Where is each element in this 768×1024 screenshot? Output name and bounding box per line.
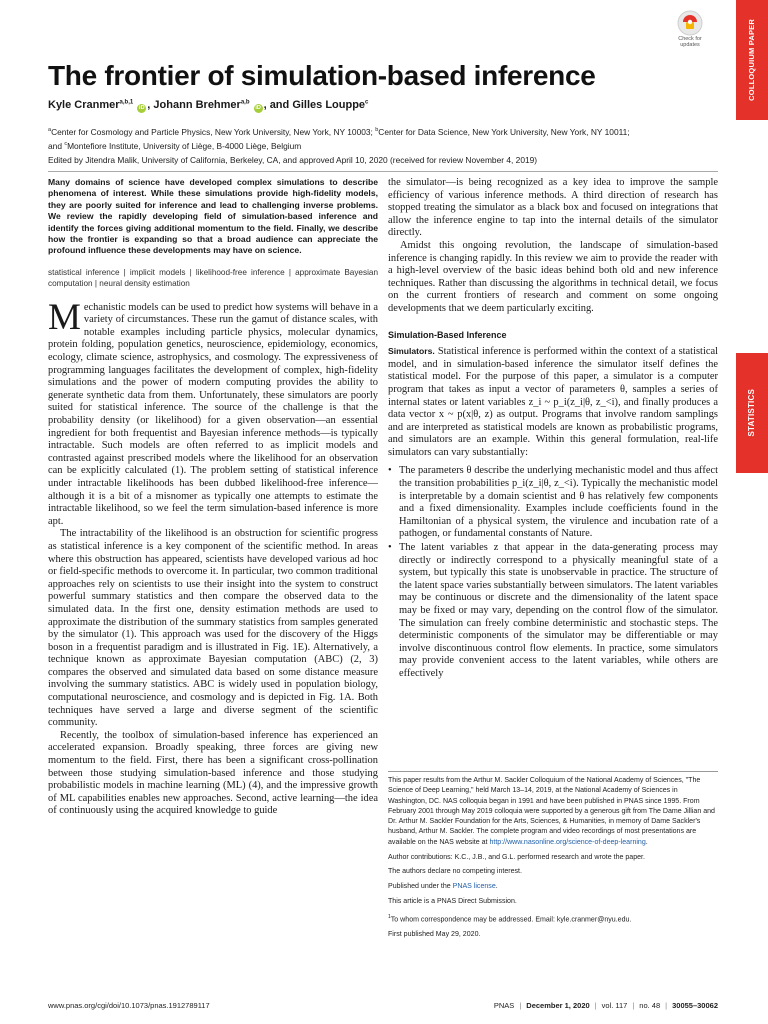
author-separator: , and <box>263 99 293 111</box>
run-in-heading: Simulators. <box>388 346 435 357</box>
body-paragraph: Recently, the toolbox of simulation-based inference has experienced an accelerated expansion. Broadly speaking, three forces are giving new momentum to the field. First, there has been a significant cross-pollination between those studying simulation-based inference and those studying probabilistic models in machine learning (ML) (4), and the impressive growth of ML capabilities enables new approaches. Second, active learning—the idea of continuously using the acquired knowledge to guide <box>48 729 378 817</box>
drop-cap: M <box>48 296 81 338</box>
colloquium-paper-label: COLLOQUIUM PAPER <box>746 19 756 101</box>
left-column <box>48 177 378 818</box>
affiliations: $^a$Center for Cosmology and Particle Physics, New York University, New York, NY 10003; $^b$Center for Data Science, New York University, New York, NY 10011; and $^c$Montefiore Institute, University of Liège, B-4000 Liège, Belgium <box>48 126 630 151</box>
orcid-icon[interactable]: iD <box>255 105 261 111</box>
list-item: • The latent variables z that appear in the data-generating process may directly or indirectly correspond to a physically meaningful state of a system, but typically this state is unobservable in practice. The structure of the latent space varies substantially between simulators. The latent variables may be continuous or discrete and the dimensionality of the latent space may be fixed or may vary, depending on the control flow of the simulator. The simulation can freely combine deterministic and stochastic steps. The deterministic components of the simulator may be differentiable or may involve discontinuous control flow elements. In practice, some simulators may provide convenient access to the latent variables, while others are effectively <box>388 542 718 681</box>
body-paragraph: Amidst this ongoing revolution, the landscape of simulation-based inference is changing rapidly. In this review we aim to provide the reader with a high-level overview of the basic ideas behind both old and new inference techniques. Rather than discussing the algorithms in technical detail, we focus on the current frontiers of research and comment on some ongoing developments that we deem particularly exciting. <box>388 239 718 314</box>
keywords: statistical inference | implicit models | likelihood-free inference | approximate Bayesian computation | neural density estimation <box>48 267 378 289</box>
author-affiliation-marks: a,b,1 <box>119 99 134 106</box>
author-contributions: Author contributions: K.C., J.B., and G.L. performed research and wrote the paper. <box>388 853 645 861</box>
nas-colloquium-link[interactable]: http://www.nasonline.org/science-of-deep-learning <box>489 838 646 846</box>
author-separator: , <box>147 99 154 111</box>
body-paragraph: the simulator—is being recognized as a key idea to improve the sample efficiency of various inference methods. A third direction of research has stopped treating the simulator as a black box and focused on integrations that allow the inference engine to tap into the internal details of the simulator directly. <box>388 177 718 239</box>
check-for-updates-badge[interactable] <box>670 10 710 54</box>
author-affiliation-marks: c <box>365 99 369 106</box>
pnas-license-link[interactable]: PNAS license <box>452 883 496 891</box>
check-for-updates-label: Check for updates <box>678 36 702 48</box>
body-paragraph: Mechanistic models can be used to predict how systems will behave in a variety of circumstances. These run the gamut of distance scales, with notable examples including particle physics, molecular dynamics, protein folding, population genetics, neuroscience, epidemiology, economics, ecology, climate science, astrophysics, and cosmology. The expressiveness of programming languages facilitates the development of complex, high-fidelity simulations and the power of modern computing provides the ability to generate synthetic data from them. Unfortunately, these simulators are poorly suited for statistical inference. The source of the challenge is that the probability density (or likelihood) for a given observation—an essential ingredient for both frequentist and Bayesian inference methods—is typically intractable. Such models are often referred to as implicit models and contrasted against prescribed models where the likelihood for an observation can be explicitly calculated (1). The problem setting of statistical inference under intractable likelihoods has been dubbed likelihood-free inference—although it is a bit of a misnomer as typically one attempts to estimate the intractable likelihood, so we feel the term simulation-based inference is more apt. <box>48 296 378 527</box>
citation-info: PNAS | December 1, 2020 | vol. 117 | no. 48 | 30055–30062 <box>493 1001 718 1010</box>
footnotes <box>388 771 718 945</box>
body-paragraph: The intractability of the likelihood is an obstruction for scientific progress as statistical inference is a key component of the scientific method. In areas where this obstruction has appeared, scientists have developed various ad hoc or field-specific methods to overcome it. In particular, two common traditional approaches rely on scientists to use their insight into the system to construct powerful summary statistics and then compare the observed data to the simulated data. In the first one, density estimation methods are used to approximate the distribution of the summary statistics from samples generated by the simulator (1). This approach was used for the discovery of the Higgs boson in a frequentist paradigm and is illustrated in Fig. 1E). Alternatively, a technique known as approximate Bayesian computation (ABC) (2, 3) compares the observed and simulated data based on some distance measure involving the summary statistics. ABC is widely used in population biology, computational neuroscience, and cosmology and is depicted in Fig. 1A. Both techniques have served a large and diverse segment of the scientific community. <box>48 528 378 729</box>
affiliation-a: Center for Cosmology and Particle Physics, New York University, New York, NY 10003; <box>51 126 376 137</box>
author-name[interactable]: Kyle Cranmer <box>48 99 120 111</box>
affiliation-b: Center for Data Science, New York University, New York, NY 10011; <box>378 126 630 137</box>
author-list <box>48 99 368 113</box>
article-title: The frontier of simulation-based inference <box>48 60 596 91</box>
right-column <box>388 177 718 682</box>
abstract: Many domains of science have developed complex simulations to describe phenomena of interest. While these simulations provide high-fidelity models, they are poorly suited for inference and lead to challenging inverse problems. We review the rapidly developing field of simulation-based inference and identify the forces giving additional momentum to the field. Finally, we describe how the frontier is expanding so that a broad audience can appreciate the profound influence these developments may have on science. <box>48 177 378 256</box>
statistics-section-tab <box>736 353 768 473</box>
page-range: 30055–30062 <box>672 1001 718 1010</box>
colloquium-paper-tab <box>736 0 768 120</box>
license-note: Published under the PNAS license. <box>388 883 498 891</box>
affiliation-c: Montefiore Institute, University of Liège, B-4000 Liège, Belgium <box>67 140 302 151</box>
edited-by-line: Edited by Jitendra Malik, University of California, Berkeley, CA, and approved April 10, 2020 (received for review November 4, 2019) <box>48 155 538 165</box>
list-item: • The parameters θ describe the underlying mechanistic model and thus affect the transition probabilities p_i(z_i|θ, z_<i). Typically the mechanistic model is interpretable by a domain scientist and θ has relatively few components and a fixed dimensionality. Examples include coefficients found in the Hamiltonian of a physical system, the virulence and incubation rate of a pathogen, or fundamental constants of Nature. <box>388 465 718 541</box>
volume: vol. 117 <box>601 1001 628 1010</box>
colloquium-note: This paper results from the Arthur M. Sackler Colloquium of the National Academy of Sciences, "The Science of Deep Learning," held March 13–14, 2019, at the National Academy of Sciences in Washington, DC. NAS colloquia began in 1991 and have been published in PNAS since 1995. From February 2001 through May 2019 colloquia were supported by a generous gift from The Dame Jillian and Dr. Arthur M. Sackler Foundation for the Arts, Sciences, & Humanities, in memory of Dame Sackler's husband, Arthur M. Sackler. The complete program and video recordings of most presentations are available on the NAS website at http://www.nasonline.org/science-of-deep-learning. <box>388 777 715 846</box>
statistics-label: STATISTICS <box>747 389 757 437</box>
competing-interest: The authors declare no competing interest. <box>388 868 522 876</box>
direct-submission-note: This article is a PNAS Direct Submission. <box>388 897 517 905</box>
crossmark-icon <box>677 10 703 36</box>
first-published-note: First published May 29, 2020. <box>388 930 481 938</box>
orcid-icon[interactable]: iD <box>139 105 145 111</box>
header-divider <box>48 171 718 172</box>
section-heading: Simulation-Based Inference <box>388 329 507 340</box>
doi-link[interactable]: www.pnas.org/cgi/doi/10.1073/pnas.1912789117 <box>48 1001 210 1010</box>
journal-name: PNAS <box>493 1001 515 1010</box>
issue-date: December 1, 2020 <box>526 1001 590 1010</box>
issue-number: no. 48 <box>639 1001 661 1010</box>
bullet-list <box>388 465 718 680</box>
author-name[interactable]: Johann Brehmer <box>153 99 241 111</box>
correspondence-note: $^1$To whom correspondence may be addressed. Email: kyle.cranmer@nyu.edu. <box>388 913 632 924</box>
author-name[interactable]: Gilles Louppe <box>292 99 366 111</box>
author-affiliation-marks: a,b <box>240 99 250 106</box>
body-paragraph: Simulators. Statistical inference is performed within the context of a statistical model, and in simulation-based inference the simulator itself defines the statistical model. For the purpose of this paper, a simulator is a computer program that takes as input a vector of parameters θ, samples a series of internal states or latent variables z_i ~ p_i(z_i|θ, z_<i), and finally produces a data vector x ~ p(x|θ, z) as output. Programs that involve random samplings and are interpreted as statistical models are known as probabilistic programs, and simulators are an example. Within this general formulation, real-life simulators can vary substantially: <box>388 346 719 458</box>
